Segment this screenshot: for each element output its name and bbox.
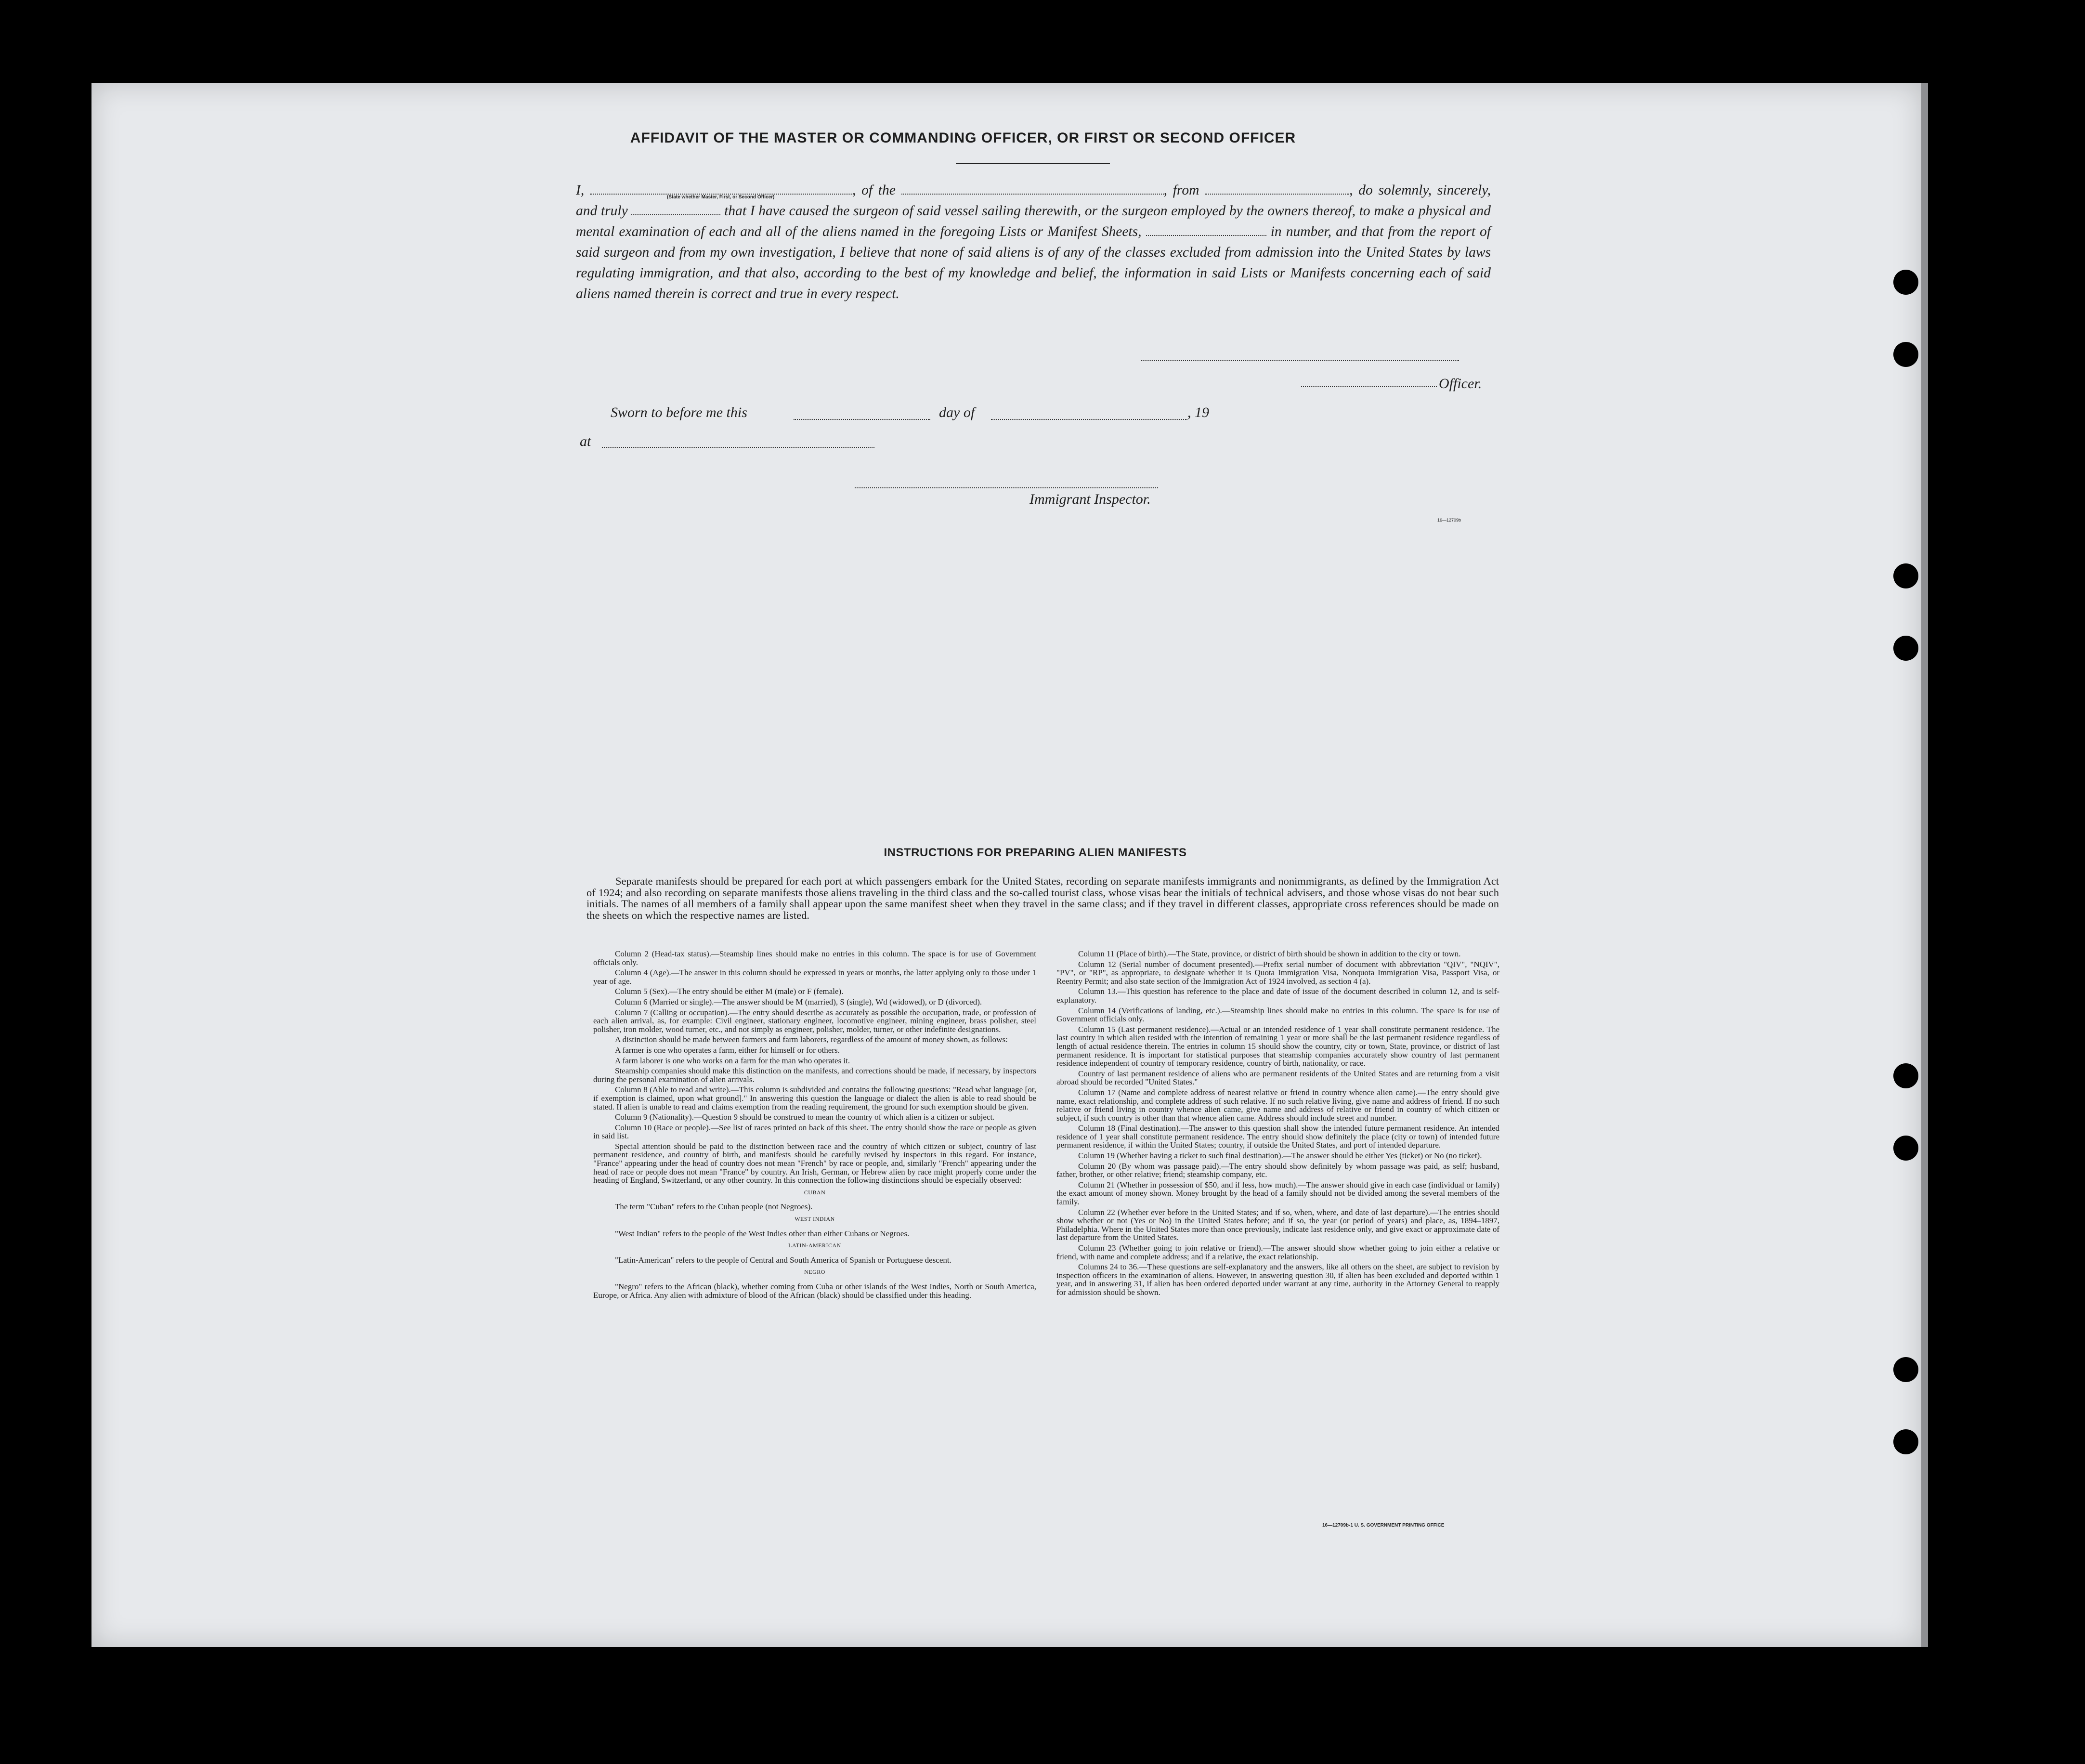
instruction-paragraph: Column 4 (Age).—The answer in this column should be expressed in years or months, the latter applying only to those under 1 year of age.: [593, 968, 1036, 986]
inspector-signature-line[interactable]: [855, 487, 1158, 488]
affidavit-title: AFFIDAVIT OF THE MASTER OR COMMANDING OFFICER, OR FIRST OR SECOND OFFICER: [630, 130, 1296, 146]
do-label: , do: [1349, 183, 1373, 198]
instructions-right-column: [1056, 950, 1499, 1299]
port-blank[interactable]: [1205, 183, 1349, 195]
definition-latin-american: "Latin-American" refers to the people of Central and South America of Spanish or Portuguese descent.: [615, 1255, 951, 1265]
affidavit-text-part-1: that I have caused the surgeon of said vessel sailing therewith, or the surgeon employed by the owners thereof, to make a physical and mental examination of each and all of the aliens named in the foregoing Lists or Manifest Sheets,: [576, 203, 1491, 239]
subhead-cuban: CUBAN: [804, 1189, 826, 1196]
definition-west-indian: "West Indian" refers to the people of the West Indies other than either Cubans or Negroes.: [615, 1228, 910, 1238]
subhead-negro: NEGRO: [804, 1268, 825, 1276]
instruction-paragraph: Column 9 (Nationality).—Question 9 should be construed to mean the country of which alien is a citizen or subject.: [615, 1112, 995, 1122]
instruction-paragraph: Column 17 (Name and complete address of nearest relative or friend in country whence alien came).—The entry should give name, exact relationship, and complete address of such relative. If no such relative living, give name and address of friend. If no such relative or friend living in country whence alien came, give name and address of relative or friend in country of which citizen or subject, if such country is other than that whence alien came. Address should include street and number.: [1056, 1087, 1499, 1123]
instruction-paragraph: Column 23 (Whether going to join relative or friend).—The answer should show whether going to join either a relative or friend, with name and complete address; and if a relative, the exact relationship.: [1056, 1243, 1499, 1261]
manifest-sheet: [91, 83, 1921, 1647]
from-label: , from: [1163, 183, 1199, 198]
state-officer-note: (State whether Master, First, or Second Officer): [667, 195, 775, 200]
instructions-intro: Separate manifests should be prepared for each port at which passengers embark for the United States, recording on separate manifests immigrants and nonimmigrants, as defined by the Immigration Act of 1924; and also recording on separate manifests those aliens traveling in the third class and the so-called tourist class, whose visas bear the initials of technical advisers, and those whose visas do not bear such initials. The names of all members of a family shall appear upon the same manifest sheet when they travel in the same class; and if they travel in different classes, appropriate cross references should be made on the sheets on which the respective names are listed.: [586, 875, 1499, 921]
vessel-name-blank[interactable]: [901, 183, 1164, 195]
instruction-paragraph: Column 6 (Married or single).—The answer should be M (married), S (single), Wd (widowed), or D (divorced).: [615, 997, 982, 1006]
sworn-day-blank[interactable]: [794, 419, 930, 420]
instruction-paragraph: A farm laborer is one who works on a farm for the man who operates it.: [615, 1056, 850, 1065]
instruction-paragraph: Columns 24 to 36.—These questions are self-explanatory and the answers, like all others on the sheet, are subject to revision by inspection officers in the examination of aliens. However, in answering question 30, if alien has been excluded and deported within 1 year, and in answering 31, if alien has been ordered deported under warrant at any time, authority in the Attorney General to reapply for admission should be shown.: [1056, 1262, 1499, 1297]
title-rule: [956, 163, 1110, 164]
printing-office-imprint: 16—12709b-1 U. S. GOVERNMENT PRINTING OFFICE: [1322, 1523, 1445, 1528]
instruction-paragraph: Column 22 (Whether ever before in the United States; and if so, when, where, and date of last departure).—The entries should show whether or not (Yes or No) in the United States before; and if so, the year (or period of years) and place, as, 1894–1897, Philadelphia. Where in the United States more than once previously, indicate last residence only, and give exact or approximate date of last departure from the United States.: [1056, 1207, 1499, 1242]
instructions-left-column: [593, 950, 1036, 1301]
binder-hole: [1893, 342, 1918, 367]
instruction-paragraph: Column 15 (Last permanent residence).—Actual or an intended residence of 1 year shall constitute permanent residence. The last country in which alien resided with the intention of remaining 1 year or more shall be the last permanent residence regardless of length of actual residence therein. The entries in column 15 should show the country, city or town, State, province, or district of last permanent residence. It is important for statistical purposes that steamship companies accurately show country of last permanent residence independent of country of temporary residence, country of birth, nationality, or race.: [1056, 1024, 1499, 1068]
subhead-west-indian: WEST INDIAN: [795, 1215, 835, 1223]
instruction-paragraph: Column 7 (Calling or occupation).—The entry should describe as accurately as possible the occupation, trade, or profession of each alien arrival, as, for example: Civil engineer, stationary engineer, locomotive engineer, mining engineer, brass polisher, steel polisher, iron molder, wood turner, etc., and not simply as engineer, polisher, molder, turner, or other indefinite designations.: [593, 1007, 1036, 1034]
instruction-paragraph: Column 5 (Sex).—The entry should be either M (male) or F (female).: [615, 987, 844, 996]
binder-hole: [1893, 1063, 1918, 1088]
affidavit-text-part-2: in number, and that from the report of said surgeon and from my own investigation, I believe that none of said aliens is of any of the classes excluded from admission into the United States by laws regulating immigration, and that also, according to the best of my knowledge and belief, the information in said Lists or Manifests concerning each of said aliens named therein is correct and true in every respect.: [576, 224, 1491, 301]
binder-hole: [1893, 563, 1918, 588]
binder-hole: [1893, 636, 1918, 661]
sworn-month-blank[interactable]: [991, 419, 1187, 420]
binder-hole: [1893, 1357, 1918, 1382]
instruction-paragraph: Column 18 (Final destination).—The answer to this question shall show the intended future permanent residence. An intended residence of 1 year shall constitute permanent residence. The entry should show definitely the place (city or town) of intended future permanent residence, if within the United States; country, if outside the United States, and port of intended departure.: [1056, 1124, 1499, 1150]
binder-hole: [1893, 1429, 1918, 1454]
subhead-latin-american: LATIN-AMERICAN: [788, 1242, 841, 1249]
affidavit-body: [576, 180, 1491, 304]
at-label: at: [580, 433, 591, 449]
i-label: I,: [576, 183, 585, 198]
officer-title-line[interactable]: [1301, 386, 1437, 387]
binder-hole: [1893, 270, 1918, 295]
binder-hole: [1893, 1136, 1918, 1161]
inspector-label: Immigrant Inspector.: [1029, 491, 1151, 507]
officer-name-blank[interactable]: [590, 183, 852, 195]
sworn-label: Sworn to before me this: [611, 405, 747, 420]
year-label: , 19: [1187, 405, 1209, 420]
officer-signature-line[interactable]: [1141, 360, 1459, 361]
form-number: 16—12709b: [1437, 518, 1461, 523]
instruction-paragraph: A distinction should be made between farmers and farm laborers, regardless of the amount of money shown, as follows:: [615, 1035, 1008, 1045]
instruction-paragraph: Column 8 (Able to read and write).—This column is subdivided and contains the following questions: "Read what language [or, if exemption is claimed, upon what ground]." In answering this question the language or dialect the alien is able to read should be stated. If alien is unable to read and claims exemption from the reading requirement, the ground for such exemption should be given.: [593, 1085, 1036, 1111]
alien-count-blank[interactable]: [1146, 224, 1266, 236]
instruction-paragraph: Column 20 (By whom was passage paid).—The entry should show definitely by whom passage was paid, as self; husband, father, brother, or other relative; friend; steamship company, etc.: [1056, 1161, 1499, 1179]
day-of-label: day of: [939, 405, 975, 420]
instruction-paragraph: Column 21 (Whether in possession of $50, and if less, how much).—The answer should give in each case (individual or family) the exact amount of money shown. Money brought by the head of a family should not be divided among the several members of the family.: [1056, 1180, 1499, 1207]
instruction-paragraph: Column 14 (Verifications of landing, etc.).—Steamship lines should make no entries in this column. The space is for use of Government officials only.: [1056, 1006, 1499, 1024]
definition-negro: "Negro" refers to the African (black), whether coming from Cuba or other islands of the West Indies, North or South America, Europe, or Africa. Any alien with admixture of blood of the African (black) should be classified under this heading.: [593, 1282, 1036, 1300]
instructions-title: INSTRUCTIONS FOR PREPARING ALIEN MANIFESTS: [884, 846, 1187, 859]
of-the-label: , of the: [852, 183, 896, 198]
instruction-paragraph: Country of last permanent residence of aliens who are permanent residents of the United States and are returning from a visit abroad should be recorded "United States.": [1056, 1069, 1499, 1087]
oath-word-blank[interactable]: [631, 204, 720, 215]
sworn-place-blank[interactable]: [602, 447, 874, 448]
solemnly-label: solemnly, sincerely, and truly: [576, 183, 1491, 219]
instruction-paragraph: Column 10 (Race or people).—See list of races printed on back of this sheet. The entry should show the race or people as given in said list.: [593, 1123, 1036, 1141]
instruction-paragraph: Special attention should be paid to the distinction between race and the country of which citizen or subject, country of last permanent residence, and country of birth, and manifests should be carefully revised by inspectors in this regard. For instance, "France" appearing under the head of country does not mean "French" by race or people, and, similarly "French" appearing under the head of race or people does not mean "France" by country. An Irish, German, or Hebrew alien by race might properly come under the heading of England, Switzerland, or any other country. In this connection the following distinctions should be especially observed:: [593, 1141, 1036, 1185]
instruction-paragraph: Column 2 (Head-tax status).—Steamship lines should make no entries in this column. The space is for use of Government officials only.: [593, 949, 1036, 967]
instruction-paragraph: Column 11 (Place of birth).—The State, province, or district of birth should be shown in addition to the city or town.: [1078, 949, 1461, 958]
definition-cuban: The term "Cuban" refers to the Cuban people (not Negroes).: [615, 1202, 813, 1212]
officer-label: Officer.: [1439, 376, 1482, 392]
instruction-paragraph: Steamship companies should make this distinction on the manifests, and corrections should be made, if necessary, by inspectors during the personal examination of alien arrivals.: [593, 1066, 1036, 1084]
instruction-paragraph: Column 19 (Whether having a ticket to such final destination).—The answer should be either Yes (ticket) or No (no ticket).: [1078, 1151, 1482, 1161]
instruction-paragraph: A farmer is one who operates a farm, either for himself or for others.: [615, 1045, 840, 1055]
sheet-edge: [1921, 83, 1928, 1647]
instruction-paragraph: Column 12 (Serial number of document presented).—Prefix serial number of document with abbreviation "QIV", "NQIV", "PV", or "RP", as appropriate, to designate whether it is Quota Immigration Visa, Nonquota Immigration Visa, Passport Visa, or Reentry Permit; and also state section of the Immigration Act of 1924 involved, as section 4 (a).: [1056, 959, 1499, 986]
instruction-paragraph: Column 13.—This question has reference to the place and date of issue of the document described in column 12, and is self-explanatory.: [1056, 987, 1499, 1005]
